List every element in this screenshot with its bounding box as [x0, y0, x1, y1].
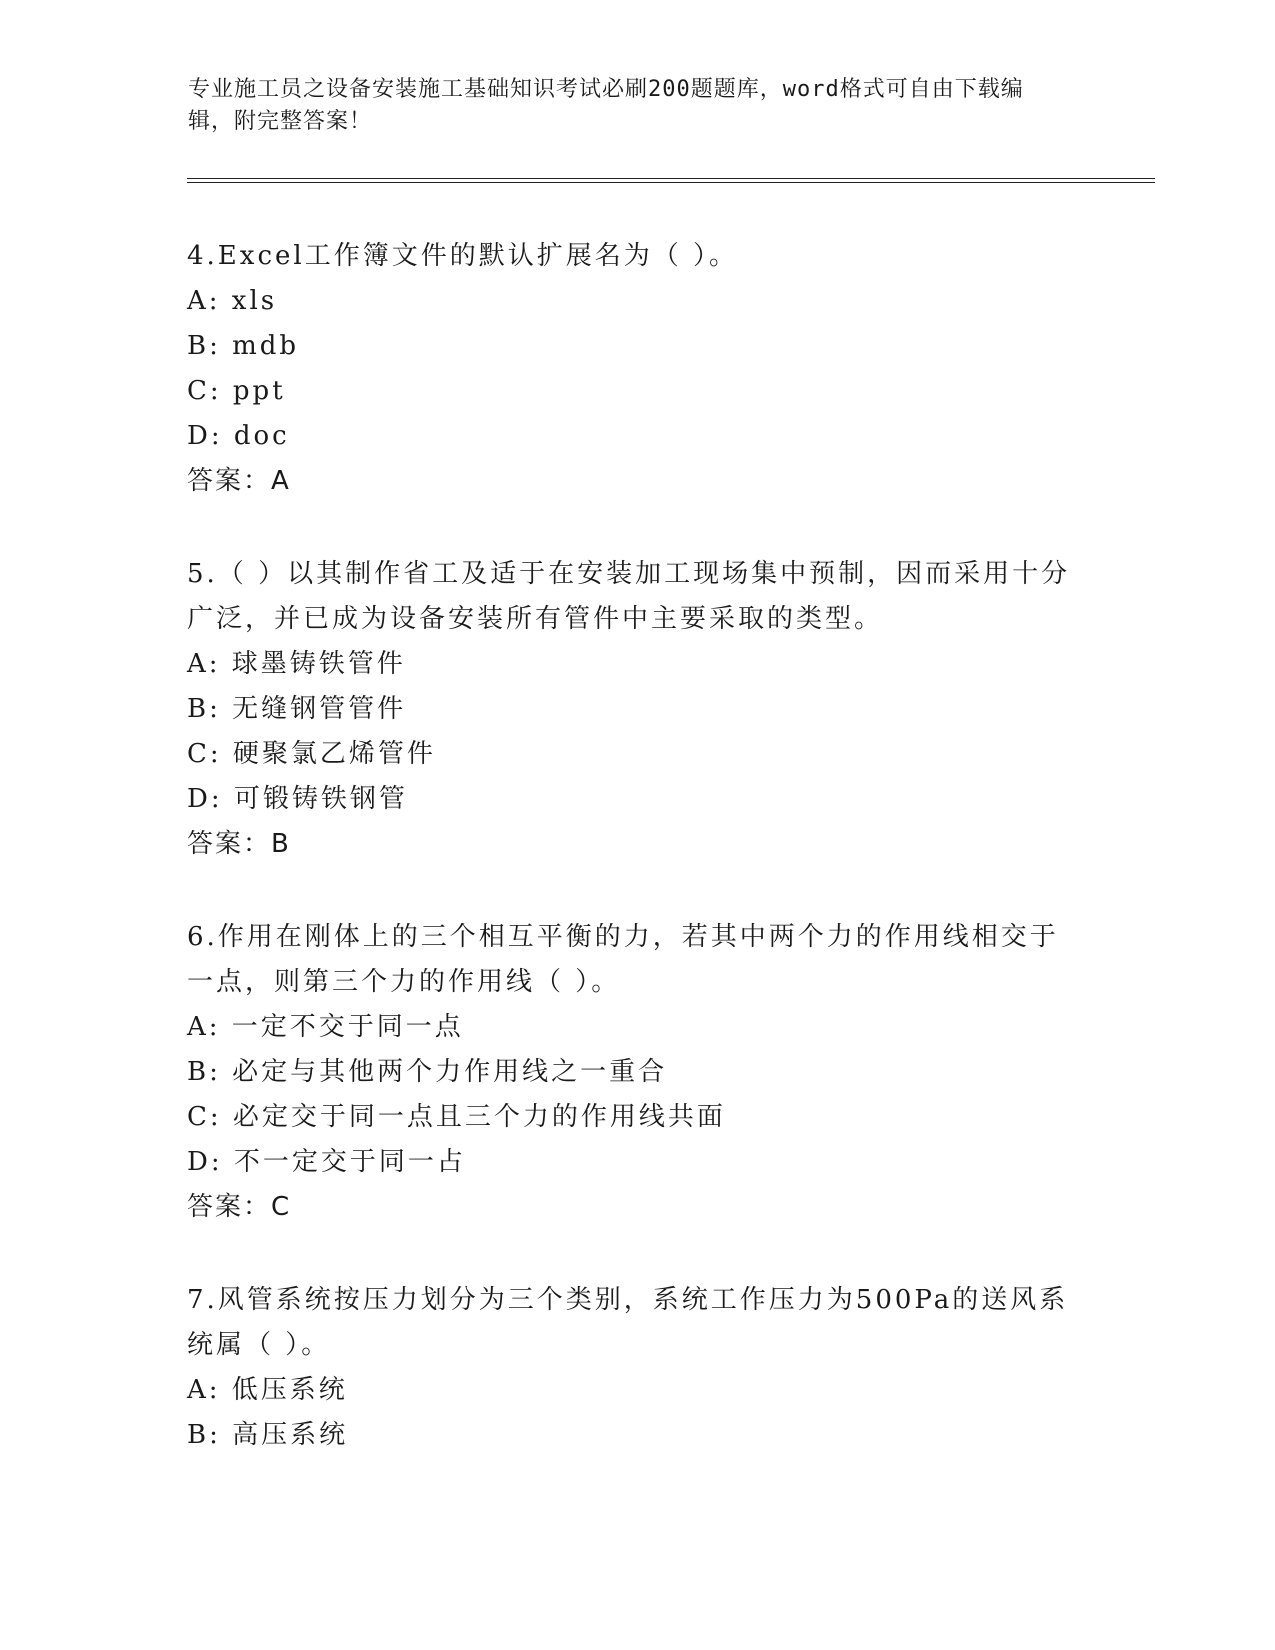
question-6: [187, 915, 1087, 1230]
question-stem: 7.风管系统按压力划分为三个类别，系统工作压力为500Pa的送风系统属（ ）。: [187, 1285, 1069, 1360]
option-b: B: 无缝钢管管件: [187, 694, 407, 724]
document-header: [188, 74, 1068, 138]
option-b: B: 高压系统: [187, 1420, 349, 1450]
question-5: [187, 552, 1087, 867]
question-7: [187, 1278, 1087, 1458]
option-d: D: 不一定交于同一占: [187, 1147, 466, 1177]
option-a: A: xls: [187, 286, 278, 316]
question-4: [187, 234, 1087, 504]
option-d: D: doc: [187, 421, 290, 451]
option-d: D: 可锻铸铁钢管: [187, 784, 408, 814]
answer: 答案：A: [187, 466, 291, 496]
header-title: 专业施工员之设备安装施工基础知识考试必刷200题题库，word格式可自由下载编辑，附完整答案！: [188, 77, 1024, 134]
header-divider: [187, 178, 1155, 183]
option-c: C: 必定交于同一点且三个力的作用线共面: [187, 1102, 726, 1132]
question-stem: 4.Excel工作簿文件的默认扩展名为（ ）。: [187, 241, 738, 271]
option-b: B: 必定与其他两个力作用线之一重合: [187, 1057, 668, 1087]
answer: 答案：B: [187, 829, 291, 859]
answer: 答案：C: [187, 1192, 292, 1222]
option-a: A: 低压系统: [187, 1375, 348, 1405]
option-c: C: ppt: [187, 376, 286, 406]
option-c: C: 硬聚氯乙烯管件: [187, 739, 436, 769]
option-a: A: 球墨铸铁管件: [187, 649, 406, 679]
option-b: B: mdb: [187, 331, 300, 361]
question-stem: 5.（ ）以其制作省工及适于在安装加工现场集中预制，因而采用十分广泛，并已成为设备安装所有管件中主要采取的类型。: [187, 559, 1071, 634]
question-stem: 6.作用在刚体上的三个相互平衡的力，若其中两个力的作用线相交于一点，则第三个力的作用线（ ）。: [187, 922, 1059, 997]
option-a: A: 一定不交于同一点: [187, 1012, 464, 1042]
